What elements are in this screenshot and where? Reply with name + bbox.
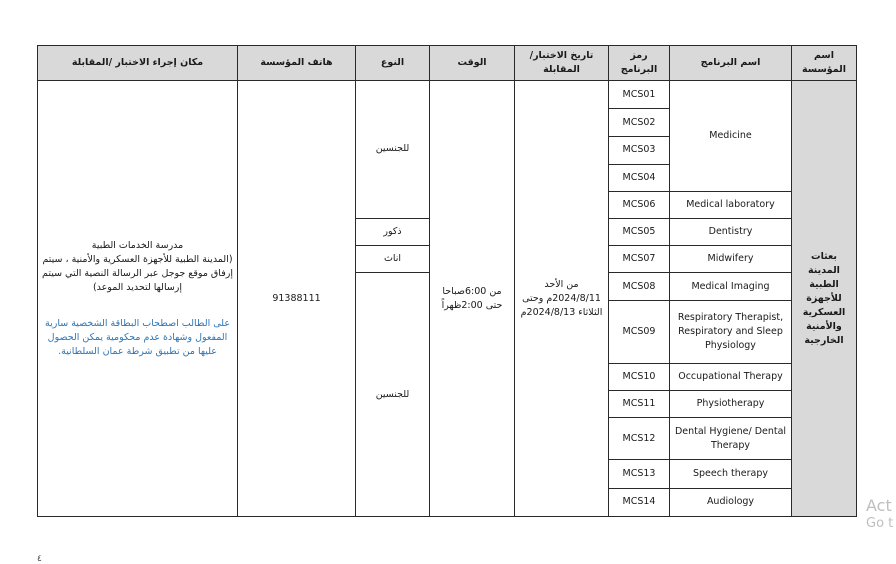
time-cell: من 6:00صباحا حتى 2:00ظهراً — [430, 81, 515, 517]
program-physiotherapy: Physiotherapy — [670, 391, 792, 418]
phone-cell: 91388111 — [238, 81, 356, 517]
program-medicine: Medicine — [670, 81, 792, 192]
code-mcs07: MCS07 — [609, 246, 670, 273]
program-dentistry: Dentistry — [670, 218, 792, 245]
gender-male: ذكور — [356, 218, 430, 245]
header-time: الوقت — [430, 46, 515, 81]
code-mcs08: MCS08 — [609, 273, 670, 301]
page-number: ٤ — [37, 554, 42, 564]
header-institution: اسم المؤسسة — [792, 46, 857, 81]
location-line1: مدرسة الخدمات الطبية — [91, 239, 184, 251]
program-dental-hygiene: Dental Hygiene/ Dental Therapy — [670, 418, 792, 460]
watermark-line1: Act — [866, 496, 892, 515]
program-medical-imaging: Medical Imaging — [670, 273, 792, 301]
header-date: تاريخ الاختبار/المقابلة — [515, 46, 609, 81]
table-row — [38, 81, 857, 109]
location-note: على الطالب اصطحاب البطاقة الشخصية سارية المفعول وشهادة عدم محكومية يمكن الحصول عليها من تطبيق شرطة عمان السلطانية. — [45, 317, 230, 357]
code-mcs10: MCS10 — [609, 363, 670, 390]
program-medical-laboratory: Medical laboratory — [670, 191, 792, 218]
program-occupational: Occupational Therapy — [670, 363, 792, 390]
watermark-line2: Go t — [866, 516, 894, 531]
code-mcs11: MCS11 — [609, 391, 670, 418]
code-mcs06: MCS06 — [609, 191, 670, 218]
code-mcs14: MCS14 — [609, 488, 670, 516]
location-line2: (المدينة الطبية للأجهزة العسكرية والأمنية ، سيتم إرفاق موقع جوجل عبر الرسالة النصية التي سيتم إرسالها لتحديد الموعد) — [42, 253, 233, 293]
header-row — [38, 46, 857, 81]
gender-female: اناث — [356, 246, 430, 273]
code-mcs03: MCS03 — [609, 137, 670, 164]
code-mcs05: MCS05 — [609, 218, 670, 245]
date-cell: من الأحد 2024/8/11م وحتى الثلاثاء 2024/8/13م — [515, 81, 609, 517]
schedule-table — [37, 45, 857, 517]
header-phone: هاتف المؤسسة — [238, 46, 356, 81]
header-code: رمز البرنامج — [609, 46, 670, 81]
code-mcs13: MCS13 — [609, 460, 670, 488]
header-program: اسم البرنامج — [670, 46, 792, 81]
code-mcs09: MCS09 — [609, 301, 670, 363]
program-midwifery: Midwifery — [670, 246, 792, 273]
code-mcs01: MCS01 — [609, 81, 670, 109]
code-mcs12: MCS12 — [609, 418, 670, 460]
gender-both-bottom: للجنسين — [356, 273, 430, 517]
program-audiology: Audiology — [670, 488, 792, 516]
code-mcs04: MCS04 — [609, 164, 670, 191]
location-cell — [38, 81, 238, 517]
gender-both-top: للجنسين — [356, 81, 430, 219]
header-location: مكان إجراء الاختبار /المقابلة — [38, 46, 238, 81]
program-speech: Speech therapy — [670, 460, 792, 488]
code-mcs02: MCS02 — [609, 109, 670, 137]
header-type: النوع — [356, 46, 430, 81]
activation-watermark — [866, 496, 893, 532]
institution-cell: بعثات المدينة الطبية للأجهزة العسكرية والأمنية الخارجية — [792, 81, 857, 517]
program-respiratory: Respiratory Therapist, Respiratory and Sleep Physiology — [670, 301, 792, 363]
